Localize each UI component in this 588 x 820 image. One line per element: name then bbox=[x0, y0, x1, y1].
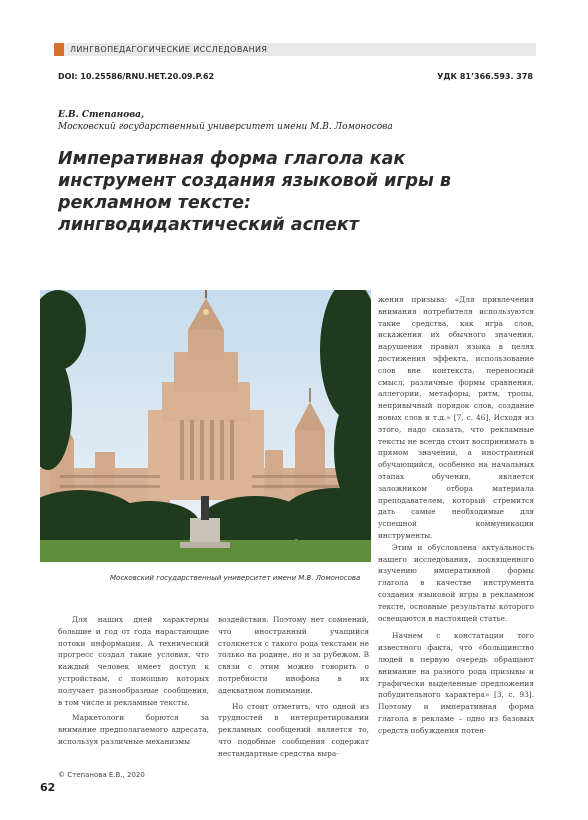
copyright-notice: © Степанова Е.В., 2020 bbox=[58, 771, 145, 779]
main-building-top bbox=[188, 330, 224, 360]
clock-ornament bbox=[203, 309, 209, 315]
left-paragraph-2: Маркетологи борются за внимание предполагаемого адресата, используя различные механизмы bbox=[58, 713, 209, 746]
university-building-illustration bbox=[40, 290, 371, 562]
middle-paragraph-1: воздействия. Поэтому нет сомнений, что иностранный учащийся столкнется с такого рода текстами не только на родине, но и за рубежом. В связи с этим можно говорить о потребности инофона в их адекватном понимании. bbox=[218, 615, 369, 695]
right-inner-tower bbox=[265, 450, 283, 490]
photo-caption: Московский государственный университет имени М.В. Ломоносова bbox=[110, 574, 361, 582]
author-name: Е.В. Степанова, bbox=[58, 110, 145, 120]
udk-code: УДК 81’366.593. 378 bbox=[437, 72, 533, 81]
main-building-base bbox=[148, 410, 264, 500]
monument-steps bbox=[180, 542, 230, 548]
section-title: ЛИНГВОПЕДАГОГИЧЕСКИЕ ИССЛЕДОВАНИЯ bbox=[70, 45, 268, 54]
doi-identifier: DOI: 10.25586/RNU.HET.20.09.P.62 bbox=[58, 72, 215, 81]
article-title: Императивная форма глагола как инструмент создания языковой игры в рекламном тексте: лингводидактический аспект bbox=[58, 149, 451, 235]
page-number: 62 bbox=[40, 781, 56, 794]
right-paragraph-2: Этим и обусловлена актуальность нашего исследования, посвященного изучению императивной формы глагола в качестве инструмента создания языковой игры в рекламном тексте, основные результаты которого освещаются в настоящей статье. bbox=[378, 542, 534, 623]
middle-paragraph-2: Но стоит отметить, что одной из трудностей в интерпретировании рекламных сообщений является то, что подобные сообщения содержат нестандартные средства выра- bbox=[218, 701, 369, 758]
monument-pedestal bbox=[190, 518, 220, 544]
monument-statue bbox=[201, 496, 209, 520]
section-accent-marker bbox=[54, 43, 64, 56]
left-paragraph-1: Для наших дней характерны большие и год от года нарастающие потоки информации. А технический прогресс создал такие условия, что каждый человек имеет доступ к устройствам, с помощью которых получает разнообразные сообщения, в том числе и рекламные тексты. bbox=[58, 615, 209, 707]
university-photo bbox=[40, 290, 371, 562]
bottom-left-text-column bbox=[58, 614, 209, 748]
author-affiliation: Московский государственный университет имени М.В. Ломоносова bbox=[58, 122, 393, 132]
right-paragraph-1: жения призыва: «Для привлечения внимания потребителя используются такие средства, как игра слов, искажения их обычного значения, нарушения правил языка в целях достижения эффекта, использование слов вне контекста, переносный смысл, различные формы сравнения, аллегории, метафоры, ритм, тропы, непривычный порядок слов, создание новых слов и т.д.» [7, с. 46]. Исходя из этого, надо сказать, что рекламные тексты не всегда стоит воспринимать в прямом значении, а иностранный обучающийся, особенно на начальных этапах обучения, является заложником отбора материала преподавателем, который стремится дать самые необходимые для успешной коммуникации инструменты. bbox=[378, 295, 534, 540]
right-paragraph-3: Начнем с констатации того известного факта, что «большинство людей в первую очередь обращают внимание на разного рода призывы и графически выделенные предложения побудительного характера» [3, с. 93]. Поэтому и императивная форма глагола в рекламе – одно из базовых средств побуждения потен- bbox=[378, 631, 534, 735]
bottom-middle-text-column bbox=[218, 614, 369, 760]
right-text-column bbox=[378, 294, 534, 736]
